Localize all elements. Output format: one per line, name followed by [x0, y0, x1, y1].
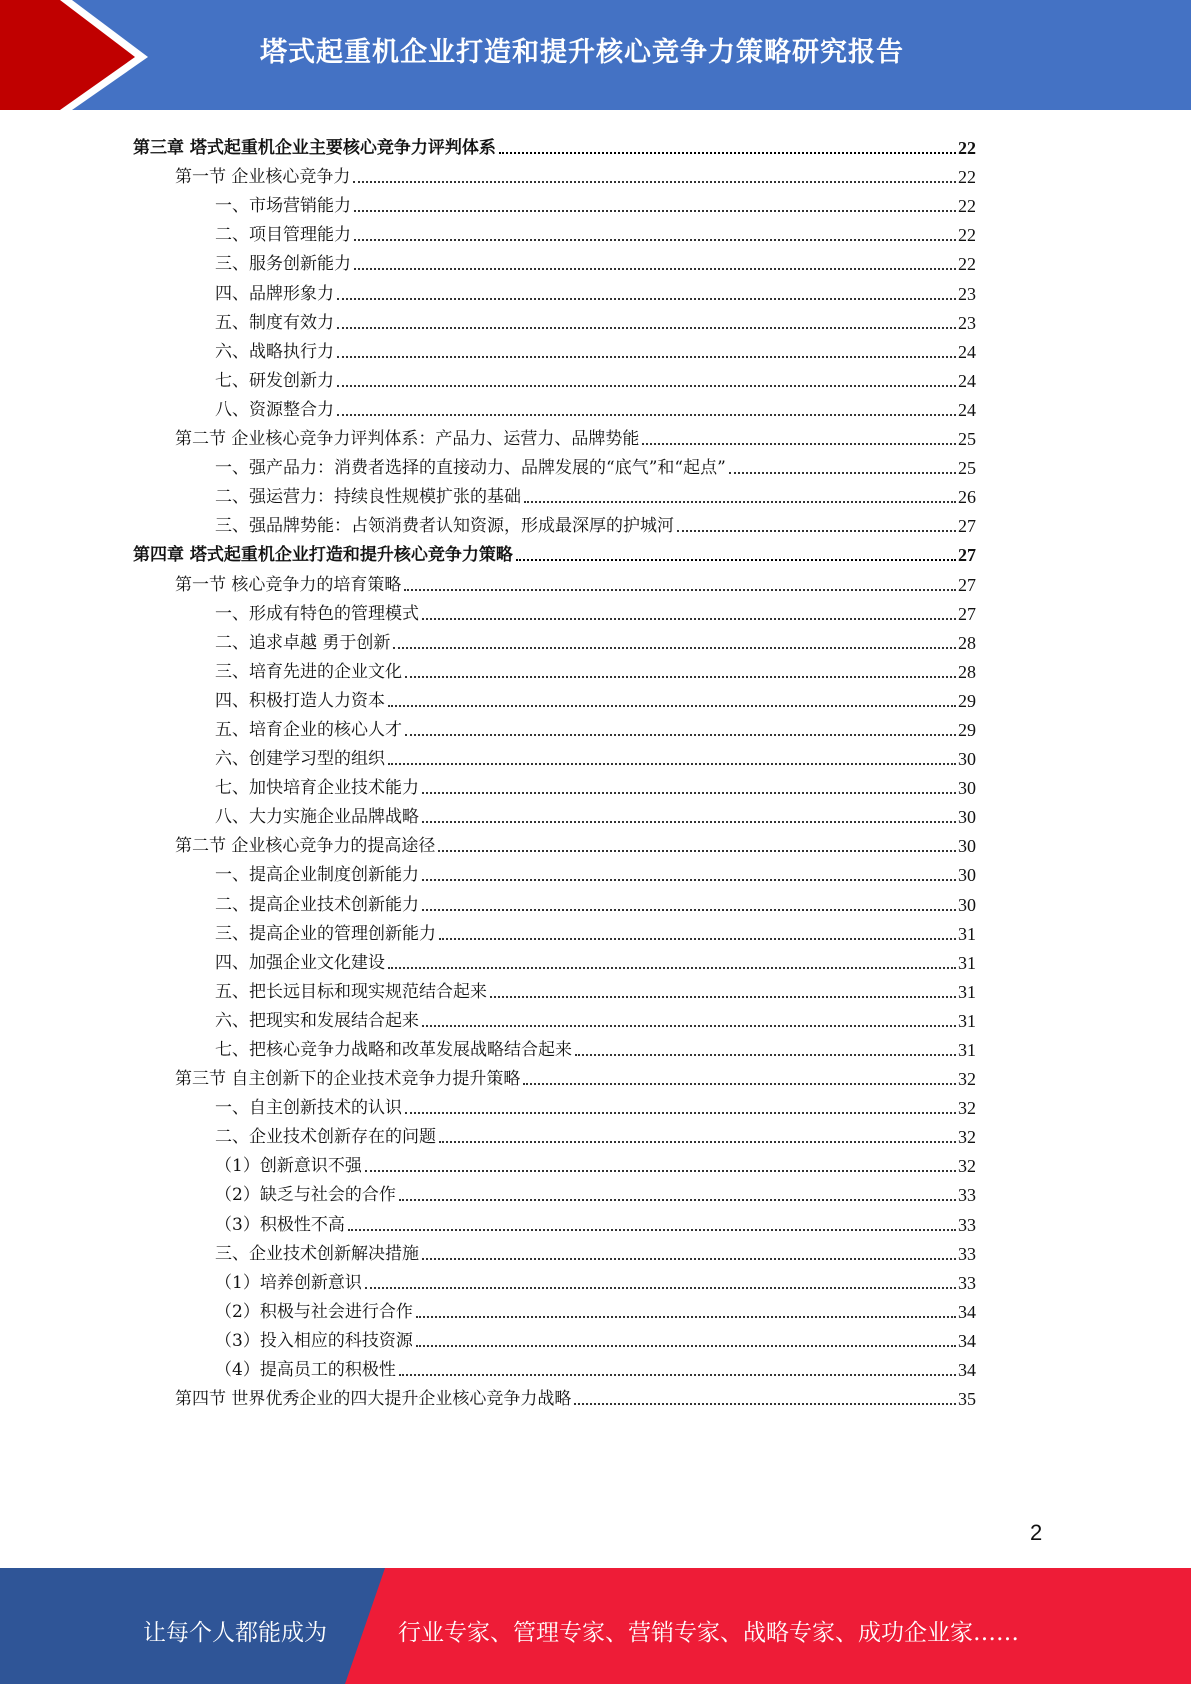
- toc-entry-title: （2）缺乏与社会的合作: [215, 1184, 399, 1206]
- toc-entry-page: 28: [958, 661, 976, 682]
- toc-entry-title: （1）创新意识不强: [215, 1155, 365, 1177]
- dot-leader: [575, 1054, 956, 1056]
- toc-entry-page: 30: [958, 894, 976, 915]
- dot-leader: [388, 705, 956, 707]
- toc-entry-title: 四、品牌形象力: [215, 283, 337, 305]
- dot-leader: [399, 1374, 956, 1376]
- toc-entry-page: 25: [958, 429, 976, 450]
- dot-leader: [422, 618, 956, 620]
- dot-leader: [439, 1141, 956, 1143]
- toc-entry-page: 34: [958, 1301, 976, 1322]
- toc-entry-title: 八、资源整合力: [215, 399, 337, 421]
- toc-entry-page: 32: [958, 1127, 976, 1148]
- toc-entry-title: 一、自主创新技术的认识: [215, 1097, 405, 1119]
- dot-leader: [422, 1258, 956, 1260]
- toc-entry-page: 28: [958, 632, 976, 653]
- toc-entry-title: 二、强运营力：持续良性规模扩张的基础: [215, 486, 524, 508]
- toc-entry-page: 23: [958, 283, 976, 304]
- toc-item-entry[interactable]: [133, 1352, 976, 1381]
- toc-entry-page: 27: [958, 516, 976, 537]
- toc-entry-title: 一、提高企业制度创新能力: [215, 864, 422, 886]
- toc-section-entry[interactable]: [133, 1061, 976, 1090]
- dot-leader: [677, 530, 956, 532]
- toc-entry-page: 31: [958, 923, 976, 944]
- toc-entry-title: （4）提高员工的积极性: [215, 1359, 399, 1381]
- toc-item-entry[interactable]: [133, 1148, 976, 1177]
- toc-entry-page: 34: [958, 1360, 976, 1381]
- toc-entry-page: 22: [958, 196, 976, 217]
- toc-item-entry[interactable]: [133, 479, 976, 508]
- toc-item-entry[interactable]: [133, 596, 976, 625]
- toc-entry-title: 六、创建学习型的组织: [215, 748, 388, 770]
- toc-entry-page: 30: [958, 749, 976, 770]
- toc-item-entry[interactable]: [133, 625, 976, 654]
- toc-item-entry[interactable]: [133, 857, 976, 886]
- toc-entry-page: 27: [958, 545, 976, 566]
- toc-entry-title: 七、把核心竞争力战略和改革发展战略结合起来: [215, 1039, 575, 1061]
- dot-leader: [729, 472, 956, 474]
- dot-leader: [365, 1170, 956, 1172]
- toc-entry-title: 二、追求卓越 勇于创新: [215, 632, 393, 654]
- toc-entry-page: 22: [958, 167, 976, 188]
- toc-item-entry[interactable]: [133, 450, 976, 479]
- dot-leader: [393, 647, 956, 649]
- dot-leader: [416, 1345, 956, 1347]
- dot-leader: [405, 1112, 956, 1114]
- dot-leader: [399, 1199, 956, 1201]
- dot-leader: [405, 734, 956, 736]
- dot-leader: [422, 879, 956, 881]
- toc-item-entry[interactable]: [133, 1206, 976, 1235]
- dot-leader: [337, 356, 956, 358]
- dot-leader: [388, 967, 956, 969]
- dot-leader: [337, 385, 956, 387]
- toc-entry-page: 32: [958, 1098, 976, 1119]
- toc-entry-title: 一、形成有特色的管理模式: [215, 603, 422, 625]
- toc-entry-title: 第二节 企业核心竞争力的提高途径: [175, 835, 438, 857]
- toc-section-entry[interactable]: [133, 828, 976, 857]
- toc-item-entry[interactable]: [133, 916, 976, 945]
- toc-entry-page: 30: [958, 778, 976, 799]
- toc-item-entry[interactable]: [133, 712, 976, 741]
- toc-entry-page: 32: [958, 1156, 976, 1177]
- toc-entry-title: 第二节 企业核心竞争力评判体系：产品力、运营力、品牌势能: [175, 428, 642, 450]
- toc-entry-page: 22: [958, 254, 976, 275]
- dot-leader: [337, 414, 956, 416]
- toc-section-entry[interactable]: [133, 566, 976, 595]
- toc-item-entry[interactable]: [133, 741, 976, 770]
- toc-entry-title: 第四节 世界优秀企业的四大提升企业核心竞争力战略: [175, 1388, 574, 1410]
- toc-entry-title: 三、强品牌势能：占领消费者认知资源，形成最深厚的护城河: [215, 515, 677, 537]
- toc-item-entry[interactable]: [133, 770, 976, 799]
- toc-entry-page: 31: [958, 952, 976, 973]
- toc-entry-title: 五、制度有效力: [215, 312, 337, 334]
- dot-leader: [499, 152, 956, 154]
- dot-leader: [405, 676, 956, 678]
- toc-item-entry[interactable]: [133, 188, 976, 217]
- toc-item-entry[interactable]: [133, 1032, 976, 1061]
- toc-entry-title: 二、项目管理能力: [215, 224, 354, 246]
- toc-entry-title: （3）投入相应的科技资源: [215, 1330, 416, 1352]
- toc-entry-title: 五、把长远目标和现实规范结合起来: [215, 981, 490, 1003]
- toc-item-entry[interactable]: [133, 392, 976, 421]
- toc-entry-title: 七、研发创新力: [215, 370, 337, 392]
- toc-entry-title: 四、积极打造人力资本: [215, 690, 388, 712]
- page-header: [0, 0, 1191, 110]
- footer-slogan-right: 行业专家、管理专家、营销专家、战略专家、成功企业家……: [398, 1620, 1019, 1646]
- toc-entry-title: 六、把现实和发展结合起来: [215, 1010, 422, 1032]
- toc-entry-page: 31: [958, 1040, 976, 1060]
- toc-item-entry[interactable]: [133, 508, 976, 537]
- toc-entry-page: 29: [958, 719, 976, 740]
- toc-entry-title: 八、大力实施企业品牌战略: [215, 806, 422, 828]
- toc-entry-title: 六、战略执行力: [215, 341, 337, 363]
- toc-entry-page: 33: [958, 1185, 976, 1206]
- toc-item-entry[interactable]: [133, 1294, 976, 1323]
- toc-section-entry[interactable]: [133, 421, 976, 450]
- toc-item-entry[interactable]: [133, 334, 976, 363]
- toc-entry-title: （1）培养创新意识: [215, 1272, 365, 1294]
- toc-entry-page: 33: [958, 1214, 976, 1235]
- toc-item-entry[interactable]: [133, 886, 976, 915]
- toc-item-entry[interactable]: [133, 363, 976, 392]
- toc-entry-page: 33: [958, 1243, 976, 1264]
- toc-entry-title: （3）积极性不高: [215, 1214, 348, 1236]
- dot-leader: [365, 1287, 956, 1289]
- dot-leader: [337, 327, 956, 329]
- toc-item-entry[interactable]: [133, 1236, 976, 1265]
- toc-entry-page: 30: [958, 836, 976, 857]
- dot-leader: [490, 996, 956, 998]
- toc-item-entry[interactable]: [133, 275, 976, 304]
- document-title: 塔式起重机企业打造和提升核心竞争力策略研究报告: [260, 37, 904, 68]
- dot-leader: [439, 938, 956, 940]
- dot-leader: [422, 909, 956, 911]
- toc-item-entry[interactable]: [133, 654, 976, 683]
- dot-leader: [523, 1083, 956, 1085]
- toc-item-entry[interactable]: [133, 305, 976, 334]
- toc-entry-title: 二、提高企业技术创新能力: [215, 894, 422, 916]
- toc-entry-page: 23: [958, 312, 976, 333]
- dot-leader: [422, 1025, 956, 1027]
- toc-item-entry[interactable]: [133, 945, 976, 974]
- toc-entry-page: 29: [958, 690, 976, 711]
- table-of-contents: [133, 130, 976, 1410]
- toc-entry-page: 24: [958, 341, 976, 362]
- toc-entry-title: 第一节 企业核心竞争力: [175, 166, 353, 188]
- toc-item-entry[interactable]: [133, 683, 976, 712]
- toc-entry-page: 26: [958, 487, 976, 508]
- toc-entry-title: 第四章 塔式起重机企业打造和提升核心竞争力策略: [133, 544, 516, 566]
- toc-entry-page: 32: [958, 1069, 976, 1090]
- dot-leader: [422, 792, 956, 794]
- toc-item-entry[interactable]: [133, 246, 976, 275]
- toc-entry-title: 三、企业技术创新解决措施: [215, 1243, 422, 1265]
- dot-leader: [354, 210, 956, 212]
- dot-leader: [422, 821, 956, 823]
- toc-entry-title: 五、培育企业的核心人才: [215, 719, 405, 741]
- toc-entry-page: 27: [958, 603, 976, 624]
- dot-leader: [404, 589, 956, 591]
- dot-leader: [524, 501, 956, 503]
- toc-entry-title: 二、企业技术创新存在的问题: [215, 1126, 439, 1148]
- toc-entry-title: 七、加快培育企业技术能力: [215, 777, 422, 799]
- toc-entry-page: 34: [958, 1330, 976, 1351]
- toc-chapter-entry[interactable]: [133, 130, 976, 159]
- arrow-decoration-icon: [0, 0, 300, 110]
- toc-entry-page: 25: [958, 458, 976, 479]
- toc-entry-title: 第三章 塔式起重机企业主要核心竞争力评判体系: [133, 137, 499, 159]
- toc-section-entry[interactable]: [133, 159, 976, 188]
- footer-slogan-left: 让每个人都能成为: [143, 1620, 327, 1646]
- toc-entry-title: 第三节 自主创新下的企业技术竞争力提升策略: [175, 1068, 523, 1090]
- toc-entry-page: 30: [958, 807, 976, 828]
- toc-item-entry[interactable]: [133, 1090, 976, 1119]
- toc-chapter-entry[interactable]: [133, 537, 976, 566]
- dot-leader: [353, 181, 956, 183]
- toc-section-entry[interactable]: [133, 1381, 976, 1410]
- toc-entry-page: 27: [958, 574, 976, 595]
- toc-entry-page: 33: [958, 1272, 976, 1293]
- toc-item-entry[interactable]: [133, 217, 976, 246]
- toc-item-entry[interactable]: [133, 799, 976, 828]
- toc-item-entry[interactable]: [133, 1177, 976, 1206]
- toc-entry-page: 30: [958, 865, 976, 886]
- toc-entry-page: 24: [958, 399, 976, 420]
- toc-item-entry[interactable]: [133, 1323, 976, 1352]
- dot-leader: [354, 239, 956, 241]
- dot-leader: [337, 298, 956, 300]
- toc-entry-title: 三、提高企业的管理创新能力: [215, 923, 439, 945]
- toc-entry-title: 四、加强企业文化建设: [215, 952, 388, 974]
- dot-leader: [516, 559, 956, 561]
- toc-entry-title: 三、服务创新能力: [215, 253, 354, 275]
- toc-entry-page: 31: [958, 1010, 976, 1031]
- toc-entry-title: 第一节 核心竞争力的培育策略: [175, 574, 404, 596]
- dot-leader: [642, 443, 956, 445]
- page-number: 2: [1030, 1520, 1043, 1545]
- toc-entry-page: 24: [958, 370, 976, 391]
- toc-item-entry[interactable]: [133, 1119, 976, 1148]
- toc-entry-title: （2）积极与社会进行合作: [215, 1301, 416, 1323]
- dot-leader: [574, 1403, 956, 1405]
- dot-leader: [416, 1316, 956, 1318]
- toc-entry-page: 22: [958, 225, 976, 246]
- toc-entry-title: 一、市场营销能力: [215, 195, 354, 217]
- toc-item-entry[interactable]: [133, 1003, 976, 1032]
- toc-entry-title: 三、培育先进的企业文化: [215, 661, 405, 683]
- toc-item-entry[interactable]: [133, 974, 976, 1003]
- dot-leader: [354, 268, 956, 270]
- dot-leader: [438, 850, 956, 852]
- toc-item-entry[interactable]: [133, 1265, 976, 1294]
- dot-leader: [348, 1229, 956, 1231]
- toc-entry-page: 35: [958, 1389, 976, 1410]
- toc-entry-page: 31: [958, 981, 976, 1002]
- toc-entry-page: 22: [958, 138, 976, 159]
- toc-entry-title: 一、强产品力：消费者选择的直接动力、品牌发展的“底气”和“起点”: [215, 457, 729, 479]
- page-footer: [0, 1568, 1191, 1684]
- dot-leader: [388, 763, 956, 765]
